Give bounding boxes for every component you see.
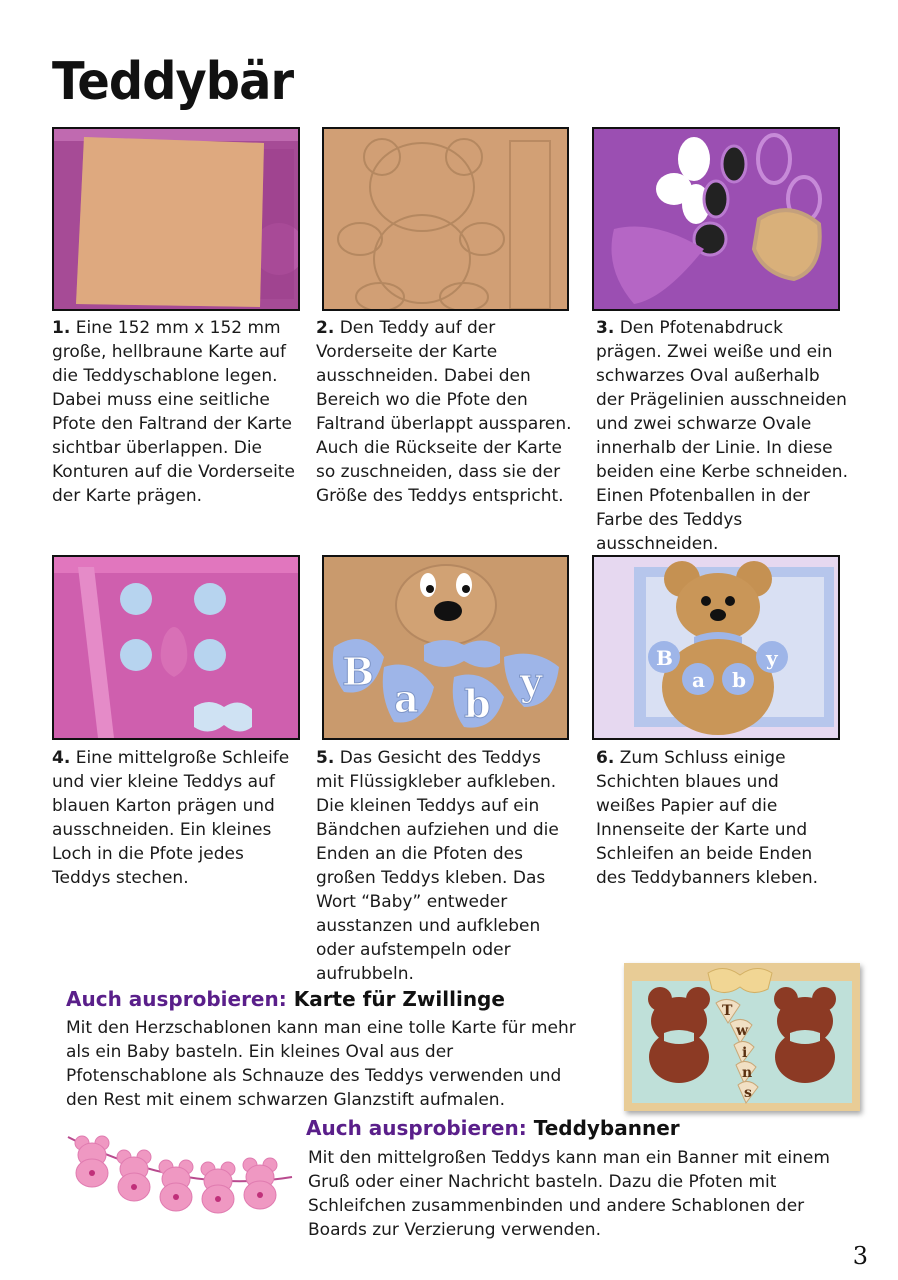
twins-letter: T bbox=[722, 1003, 733, 1019]
step-4-photo bbox=[52, 555, 300, 740]
step-2-text bbox=[316, 316, 584, 508]
page-title: Teddybär bbox=[52, 52, 294, 112]
step-description: Das Gesicht des Teddys mit Flüssigkleber aufkleben. Die kleinen Teddys auf ein Bändchen aufziehen und die Enden an die Pfoten des großen Teddys kleben. Das Wort “Baby” entweder ausstanzen und aufkleben oder aufstempeln oder aufrubbeln. bbox=[316, 748, 559, 984]
step-1-text bbox=[52, 316, 304, 508]
step-number: 1. bbox=[52, 318, 71, 338]
banner-letter: b bbox=[732, 668, 746, 692]
step-4-text bbox=[52, 746, 296, 890]
banner-letter: y bbox=[520, 659, 543, 704]
step-2-photo bbox=[322, 127, 569, 311]
twins-letter: n bbox=[742, 1065, 753, 1081]
step-description: Den Pfotenabdruck prägen. Zwei weiße und ein schwarzes Oval außerhalb der Prägelinien ausschneiden und zwei schwarze Ovale innerhalb der Linie. In diese beiden eine Kerbe schneiden. Einen Pfotenballen in der Farbe des Teddys ausschneiden. bbox=[596, 318, 848, 554]
tip-1-heading bbox=[66, 987, 505, 1011]
twins-letter: i bbox=[742, 1045, 748, 1061]
tip-title: Karte für Zwillinge bbox=[293, 987, 505, 1011]
step-number: 6. bbox=[596, 748, 615, 768]
tip-2-text: Mit den mittelgroßen Teddys kann man ein Banner mit einem Gruß oder einer Nachricht basteln. Dazu die Pfoten mit Schleifchen zusammenbinden und andere Schablonen der Boards zur Verzierung verwenden. bbox=[308, 1148, 830, 1240]
step-description: Eine mittelgroße Schleife und vier kleine Teddys auf blauen Karton prägen und ausschneiden. Ein kleines Loch in die Pfote jedes Teddys stechen. bbox=[52, 748, 290, 888]
twins-letter: s bbox=[744, 1085, 752, 1101]
step-6-photo bbox=[592, 555, 840, 740]
tip-label: Auch ausprobieren: bbox=[306, 1116, 527, 1140]
teddy-banner-photo bbox=[62, 1115, 296, 1225]
twins-letter: w bbox=[736, 1023, 749, 1039]
step-number: 5. bbox=[316, 748, 335, 768]
step-6-text bbox=[596, 746, 836, 890]
step-description: Den Teddy auf der Vorderseite der Karte ausschneiden. Dabei den Bereich wo die Pfote den Faltrand überlappt aussparen. Auch die Rückseite der Karte so zuschneiden, dass sie der Größe des Teddys entspricht. bbox=[316, 318, 572, 506]
step-description: Zum Schluss einige Schichten blaues und weißes Papier auf die Innenseite der Karte und Schleifen an beide Enden des Teddybanners kleben. bbox=[596, 748, 819, 888]
step-number: 2. bbox=[316, 318, 335, 338]
tip-1-text: Mit den Herzschablonen kann man eine tolle Karte für mehr als ein Baby basteln. Ein kleines Oval aus der Pfotenschablone als Schnauze des Teddys verwenden und den Rest mit einem schwarzen Glanzstift aufmalen. bbox=[66, 1018, 576, 1110]
tip-label: Auch ausprobieren: bbox=[66, 987, 287, 1011]
banner-letter: b bbox=[464, 681, 491, 726]
banner-letter: B bbox=[342, 649, 375, 694]
step-1-photo bbox=[52, 127, 300, 311]
banner-letter: a bbox=[692, 668, 705, 692]
twins-card-photo bbox=[624, 963, 860, 1111]
step-number: 4. bbox=[52, 748, 71, 768]
step-5-text bbox=[316, 746, 574, 986]
banner-letter: B bbox=[656, 646, 673, 670]
step-description: Eine 152 mm x 152 mm große, hellbraune Karte auf die Teddyschablone legen. Dabei muss eine seitliche Pfote den Faltrand der Karte sichtbar überlappen. Die Konturen auf die Vorderseite der Karte prägen. bbox=[52, 318, 295, 506]
page-number: 3 bbox=[852, 1242, 868, 1270]
step-5-photo bbox=[322, 555, 569, 740]
banner-letter: y bbox=[766, 646, 778, 670]
tip-2-heading bbox=[306, 1116, 680, 1140]
tip-title: Teddybanner bbox=[533, 1116, 680, 1140]
banner-letter: a bbox=[394, 676, 419, 721]
step-3-photo bbox=[592, 127, 840, 311]
step-3-text bbox=[596, 316, 848, 556]
step-number: 3. bbox=[596, 318, 615, 338]
